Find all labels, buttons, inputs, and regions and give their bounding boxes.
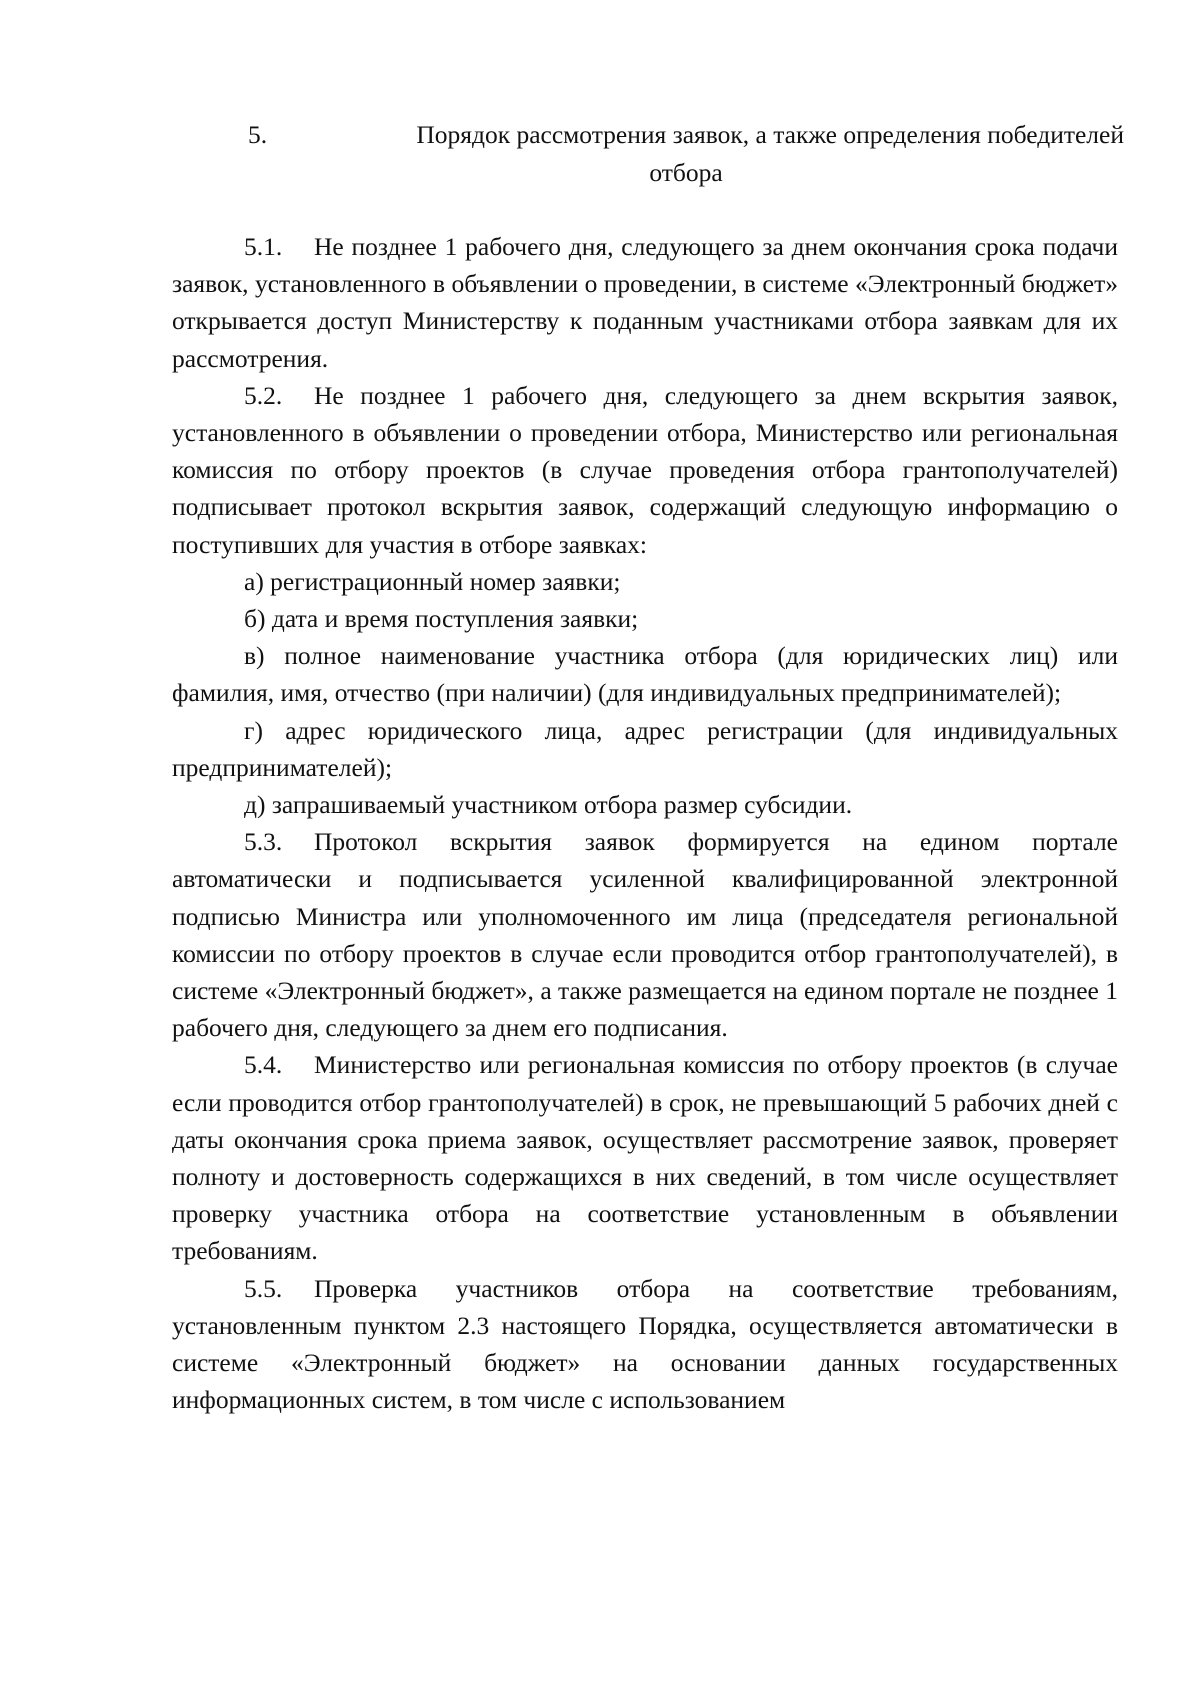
paragraph-number: 5.1. [244,232,283,261]
paragraph-number: 5.3. [244,827,283,857]
document-body [172,228,1118,1419]
paragraph-text: Протокол вскрытия заявок формируется на едином портале автоматически и подписывается усиленной квалифицированной электронной подписью Министра или уполномоченного им лица (председателя региональной комиссии по отбору проектов в случае если проводится отбор грантополучателей), в системе «Электронный бюджет», а также размещается на едином портале не позднее 1 рабочего дня, следующего за днем его подписания. [172,827,1118,1043]
list-item-text: д) запрашиваемый участником отбора размер субсидии. [244,790,853,820]
paragraph-number: 5.4. [244,1050,283,1080]
list-item-d [172,786,1118,823]
paragraph-5-2 [172,377,1118,563]
list-item-text: а) регистрационный номер заявки; [244,566,621,596]
section-number: 5. [248,120,268,149]
paragraph-5-3 [172,823,1118,1046]
list-item-text: б) дата и время поступления заявки; [244,604,639,634]
paragraph-number: 5.5. [244,1273,283,1303]
paragraph-number: 5.2. [244,380,283,410]
paragraph-5-4 [172,1046,1118,1269]
list-item-g [172,712,1118,786]
paragraph-5-5 [172,1270,1118,1419]
section-title-line1: Порядок рассмотрения заявок, а также определения победителей [416,120,1124,149]
list-item-text: г) адрес юридического лица, адрес регистрации (для индивидуальных предпринимателей); [172,715,1118,782]
paragraph-text: Министерство или региональная комиссия по отбору проектов (в случае если проводится отбор грантополучателей) в срок, не превышающий 5 рабочих дней с даты окончания срока приема заявок, осуществляет рассмотрение заявок, проверяет полноту и достоверность содержащихся в них сведений, в том числе осуществляет проверку участника отбора на соответствие установленным в объявлении требованиям. [172,1050,1118,1266]
list-item-text: в) полное наименование участника отбора (для юридических лиц) или фамилия, имя, отчество (при наличии) (для индивидуальных предпринимателей); [172,641,1118,708]
paragraph-text: Проверка участников отбора на соответствие требованиям, установленным пунктом 2.3 настоящего Порядка, осуществляется автоматически в системе «Электронный бюджет» на основании данных государственных информационных систем, в том числе с использованием [172,1273,1118,1415]
paragraph-text: Не позднее 1 рабочего дня, следующего за днем вскрытия заявок, установленного в объявлении о проведении отбора, Министерство или региональная комиссия по отбору проектов (в случае проведения отбора грантополучателей) подписывает протокол вскрытия заявок, содержащий следующую информацию о поступивших для участия в отборе заявках: [172,380,1118,559]
list-item-b [172,600,1118,637]
section-heading [248,116,1124,192]
paragraph-5-1 [172,228,1118,377]
paragraph-text: Не позднее 1 рабочего дня, следующего за днем окончания срока подачи заявок, установленного в объявлении о проведении, в системе «Электронный бюджет» открывается доступ Министерству к поданным участниками отбора заявкам для их рассмотрения. [172,232,1118,373]
section-title-line2: отбора [649,158,723,187]
list-item-v [172,637,1118,711]
list-item-a [172,563,1118,600]
